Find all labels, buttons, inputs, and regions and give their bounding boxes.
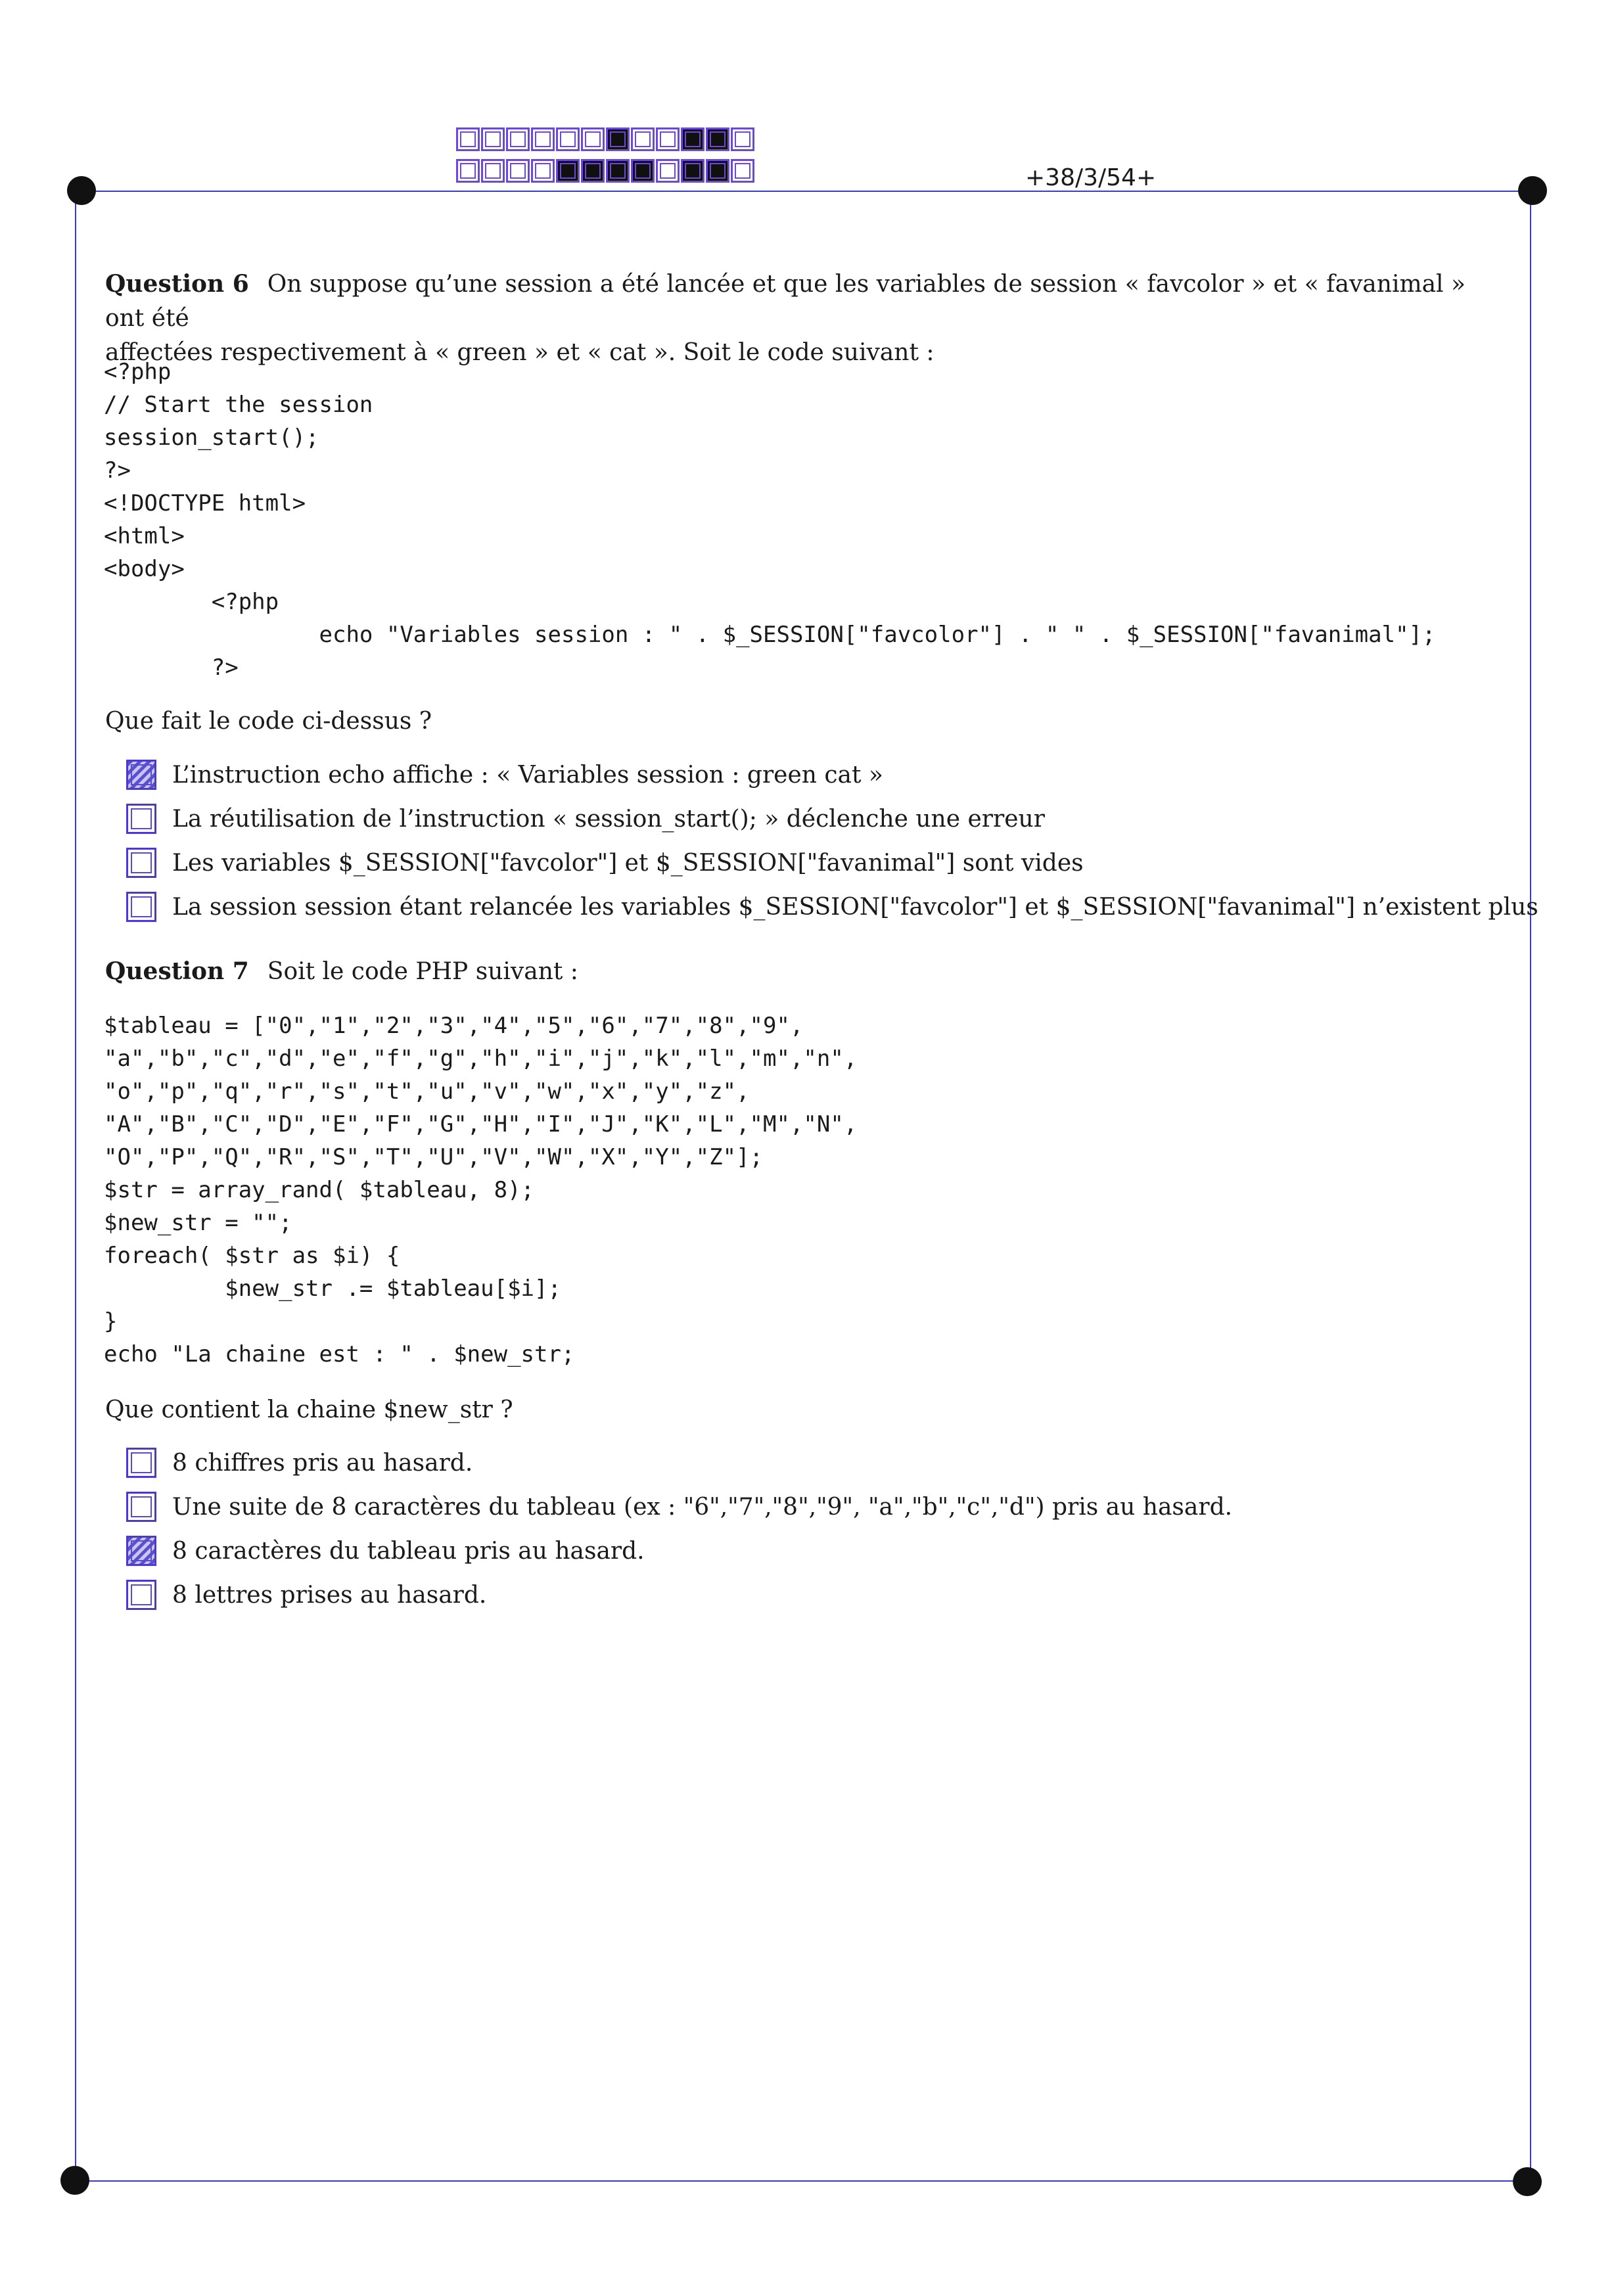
question-7-label: Question 7 bbox=[105, 957, 249, 985]
answer-checkbox[interactable] bbox=[126, 760, 156, 790]
answer-checkbox[interactable] bbox=[126, 1448, 156, 1478]
corner-marker-top-right bbox=[1518, 176, 1547, 205]
answer-checkbox[interactable] bbox=[126, 1492, 156, 1522]
answer-checkbox[interactable] bbox=[126, 1536, 156, 1566]
id-grid-cell bbox=[506, 159, 530, 183]
question-6-choice-3[interactable] bbox=[126, 848, 1084, 878]
question-7-text: Soit le code PHP suivant : bbox=[267, 958, 578, 985]
question-6-prompt: Que fait le code ci-dessus ? bbox=[105, 708, 432, 735]
id-grid-row-1 bbox=[456, 127, 756, 151]
id-grid-cell bbox=[556, 159, 580, 183]
id-grid-cell bbox=[731, 159, 754, 183]
id-grid-cell bbox=[506, 127, 530, 151]
question-6-code: <?php // Start the session session_start(); ?> <!DOCTYPE html> <html> <body> <?php echo "Variables session : " . $_SESSION["favcolor"] . " " . $_SESSION["favanimal"]; ?> bbox=[104, 359, 1436, 681]
question-7-prompt: Que contient la chaine $new_str ? bbox=[105, 1396, 513, 1423]
choice-label: 8 caractères du tableau pris au hasard. bbox=[172, 1537, 645, 1565]
question-7-statement bbox=[105, 954, 1512, 989]
question-6-label: Question 6 bbox=[105, 270, 249, 298]
choice-label: 8 chiffres pris au hasard. bbox=[172, 1449, 473, 1477]
id-grid-cell bbox=[581, 127, 605, 151]
question-6-statement bbox=[105, 267, 1512, 370]
frame-left bbox=[75, 191, 76, 2182]
id-grid-cell bbox=[731, 127, 754, 151]
choice-label: Les variables $_SESSION["favcolor"] et $_SESSION["favanimal"] sont vides bbox=[172, 849, 1084, 877]
answer-checkbox[interactable] bbox=[126, 848, 156, 878]
id-grid-cell bbox=[581, 159, 605, 183]
question-7-choice-2[interactable] bbox=[126, 1492, 1232, 1522]
question-7-code: $tableau = ["0","1","2","3","4","5","6","7","8","9", "a","b","c","d","e","f","g","h","i","j","k","l","m","n", "o","p","q","r","s","t","u","v","w","x","y","z", "A","B","C","D","E","F","G","H","I","J","K","L","M","N", "O","P","Q","R","S","T","U","V","W","X","Y","Z"]; $str = array_rand( $tableau, 8); $new_str = ""; foreach( $str as $i) { $new_str .= $tableau[$i]; } echo "La chaine est : " . $new_str; bbox=[104, 1013, 858, 1367]
frame-top bbox=[81, 191, 1534, 192]
id-grid-cell bbox=[456, 127, 480, 151]
choice-label: La session session étant relancée les variables $_SESSION["favcolor"] et $_SESSION["favanimal"] n’existent plus bbox=[172, 893, 1538, 921]
id-grid-row-2 bbox=[456, 159, 756, 183]
frame-right bbox=[1530, 191, 1531, 2182]
corner-marker-bottom-right bbox=[1513, 2167, 1542, 2196]
question-7-choice-1[interactable] bbox=[126, 1448, 473, 1478]
id-grid-cell bbox=[656, 159, 680, 183]
corner-marker-top-left bbox=[67, 176, 96, 205]
id-grid-cell bbox=[606, 159, 630, 183]
corner-marker-bottom-left bbox=[60, 2166, 89, 2195]
id-grid-cell bbox=[681, 159, 704, 183]
id-grid-cell bbox=[456, 159, 480, 183]
id-grid-cell bbox=[481, 159, 505, 183]
question-7-choice-3[interactable] bbox=[126, 1536, 645, 1566]
choice-label: Une suite de 8 caractères du tableau (ex : "6","7","8","9", "a","b","c","d") pris au hasard. bbox=[172, 1493, 1233, 1521]
id-grid-cell bbox=[531, 127, 555, 151]
question-6-choice-4[interactable] bbox=[126, 892, 1538, 922]
id-grid-cell bbox=[631, 159, 655, 183]
id-grid-cell bbox=[631, 127, 655, 151]
answer-checkbox[interactable] bbox=[126, 1580, 156, 1610]
question-6-choice-1[interactable] bbox=[126, 760, 883, 790]
question-6-text-line-1: On suppose qu’une session a été lancée et que les variables de session « favcolor » et « favanimal » ont été bbox=[105, 271, 1466, 332]
id-grid-cell bbox=[656, 127, 680, 151]
question-6-text-line-2: affectées respectivement à « green » et « cat ». Soit le code suivant : bbox=[105, 339, 935, 366]
answer-checkbox[interactable] bbox=[126, 804, 156, 834]
question-6-choice-2[interactable] bbox=[126, 804, 1045, 834]
choice-label: L’instruction echo affiche : « Variables session : green cat » bbox=[172, 761, 883, 789]
question-7-choice-4[interactable] bbox=[126, 1580, 486, 1610]
id-grid-cell bbox=[531, 159, 555, 183]
id-grid-cell bbox=[706, 127, 729, 151]
choice-label: 8 lettres prises au hasard. bbox=[172, 1581, 487, 1609]
choice-label: La réutilisation de l’instruction « session_start(); » déclenche une erreur bbox=[172, 805, 1045, 833]
page-id: +38/3/54+ bbox=[1025, 164, 1157, 191]
id-grid-cell bbox=[681, 127, 704, 151]
id-grid-cell bbox=[481, 127, 505, 151]
id-grid-cell bbox=[706, 159, 729, 183]
id-grid-cell bbox=[556, 127, 580, 151]
frame-bottom bbox=[75, 2180, 1531, 2182]
id-grid-cell bbox=[606, 127, 630, 151]
answer-checkbox[interactable] bbox=[126, 892, 156, 922]
